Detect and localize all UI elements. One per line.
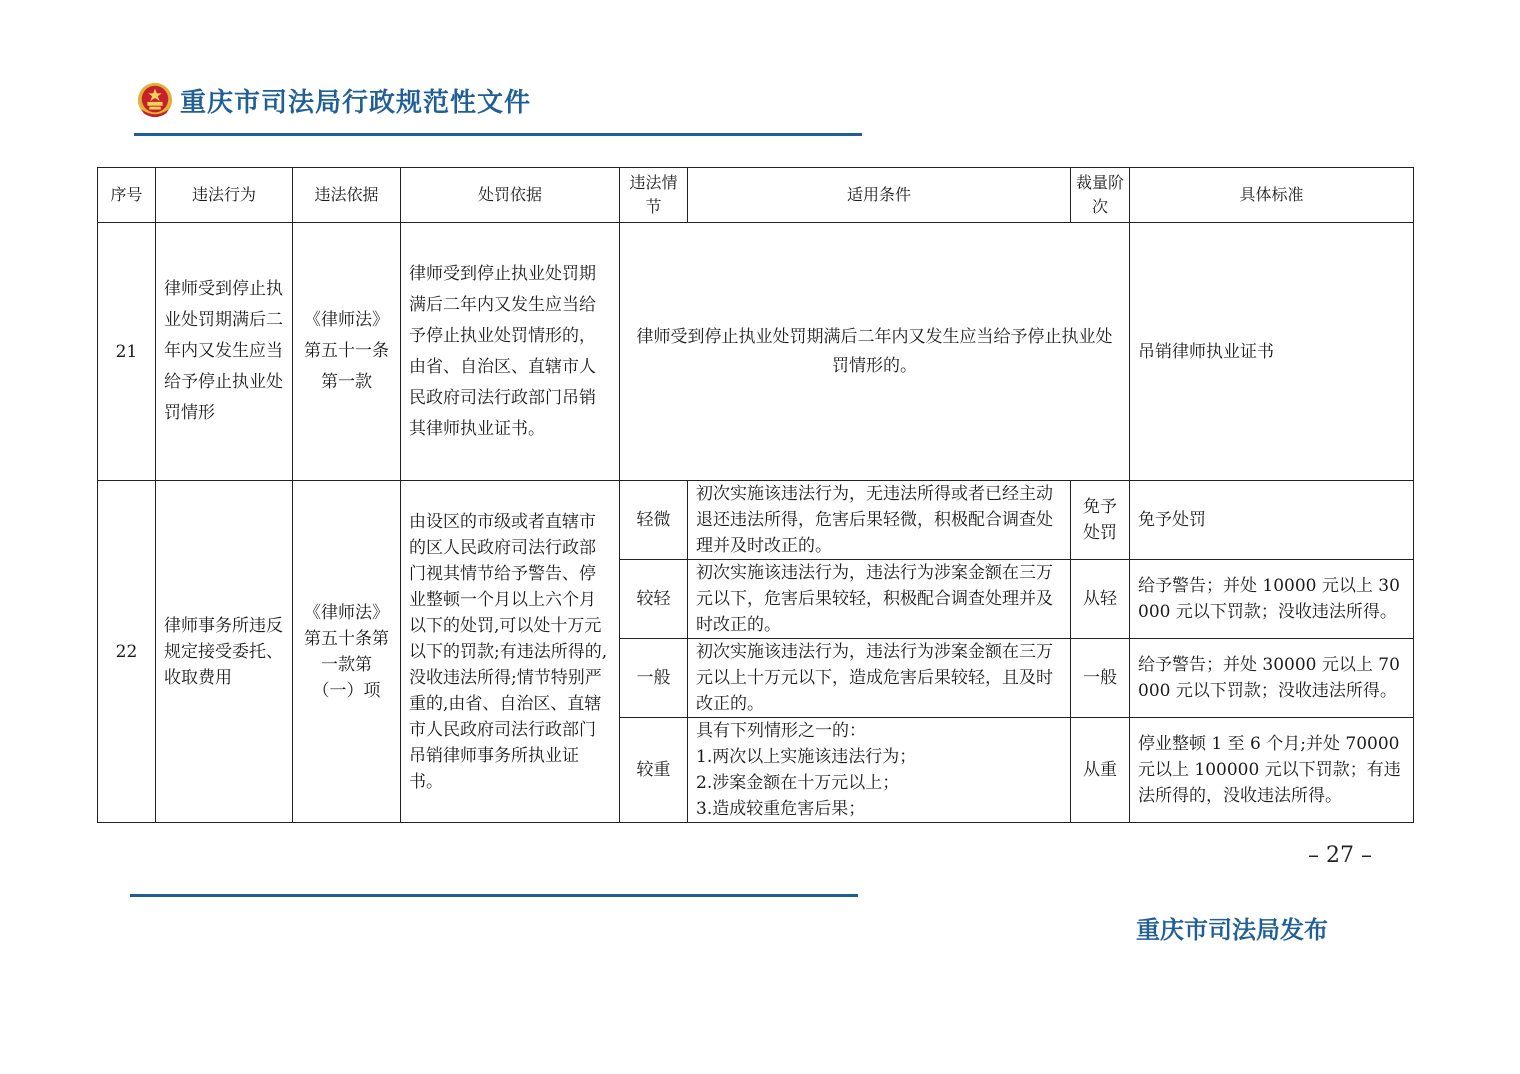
col-header-basis: 处罚依据 bbox=[401, 168, 620, 223]
col-header-no: 序号 bbox=[98, 168, 156, 223]
table-row bbox=[98, 481, 1414, 560]
table-row bbox=[98, 223, 1414, 481]
circumstance-level: 轻微 bbox=[620, 481, 688, 560]
penalty-basis: 律师受到停止执业处罚期满后二年内又发生应当给予停止执业处罚情形的，由省、自治区、直辖市人民政府司法行政部门吊销其律师执业证书。 bbox=[401, 223, 620, 481]
col-header-law: 违法依据 bbox=[293, 168, 401, 223]
discretion-tier: 从重 bbox=[1071, 718, 1130, 823]
national-emblem-icon bbox=[136, 81, 174, 119]
violation-law: 《律师法》第五十一条第一款 bbox=[293, 223, 401, 481]
table-header-row bbox=[98, 168, 1414, 223]
header-title: 重庆市司法局行政规范性文件 bbox=[180, 87, 532, 118]
specific-standard: 吊销律师执业证书 bbox=[1130, 223, 1414, 481]
col-header-circumstance: 违法情节 bbox=[620, 168, 688, 223]
circumstance-level: 较重 bbox=[620, 718, 688, 823]
specific-standard: 给予警告；并处 10000 元以上 30000 元以下罚款；没收违法所得。 bbox=[1130, 560, 1414, 639]
condition-line: 2.涉案金额在十万元以上； bbox=[696, 773, 900, 793]
applicable-condition: 初次实施该违法行为，无违法所得或者已经主动退还违法所得，危害后果轻微，积极配合调查处理并及时改正的。 bbox=[688, 481, 1071, 560]
publisher-label: 重庆市司法局发布 bbox=[1136, 916, 1328, 944]
discretion-tier: 免予处罚 bbox=[1071, 481, 1130, 560]
page-number: – 27 – bbox=[1308, 843, 1372, 868]
condition-line: 具有下列情形之一的： bbox=[696, 721, 866, 741]
row-number: 21 bbox=[98, 223, 156, 481]
condition-line: 1.两次以上实施该违法行为； bbox=[696, 747, 917, 767]
discretion-tier: 从轻 bbox=[1071, 560, 1130, 639]
penalty-basis: 由设区的市级或者直辖市的区人民政府司法行政部门视其情节给予警告、停业整顿一个月以上六个月以下的处罚,可以处十万元以下的罚款;有违法所得的,没收违法所得;情节特别严重的,由省、自治区、直辖市人民政府司法行政部门吊销律师事务所执业证书。 bbox=[401, 481, 620, 823]
applicable-condition: 律师受到停止执业处罚期满后二年内又发生应当给予停止执业处罚情形的。 bbox=[620, 223, 1130, 481]
circumstance-level: 一般 bbox=[620, 639, 688, 718]
header-rule bbox=[134, 133, 862, 136]
discretion-tier: 一般 bbox=[1071, 639, 1130, 718]
circumstance-level: 较轻 bbox=[620, 560, 688, 639]
col-header-tier: 裁量阶次 bbox=[1071, 168, 1130, 223]
specific-standard: 给予警告；并处 30000 元以上 70000 元以下罚款；没收违法所得。 bbox=[1130, 639, 1414, 718]
col-header-condition: 适用条件 bbox=[688, 168, 1071, 223]
applicable-condition: 初次实施该违法行为，违法行为涉案金额在三万元以上十万元以下，造成危害后果较轻，且及时改正的。 bbox=[688, 639, 1071, 718]
applicable-condition: 初次实施该违法行为，违法行为涉案金额在三万元以下，危害后果较轻，积极配合调查处理并及时改正的。 bbox=[688, 560, 1071, 639]
specific-standard: 免予处罚 bbox=[1130, 481, 1414, 560]
row-number: 22 bbox=[98, 481, 156, 823]
violation-law: 《律师法》第五十条第一款第（一）项 bbox=[293, 481, 401, 823]
col-header-standard: 具体标准 bbox=[1130, 168, 1414, 223]
footer-rule bbox=[130, 894, 858, 897]
condition-line: 3.造成较重危害后果； bbox=[696, 799, 866, 819]
applicable-condition bbox=[688, 718, 1071, 823]
specific-standard: 停业整顿 1 至 6 个月;并处 70000 元以上 100000 元以下罚款；有违法所得的，没收违法所得。 bbox=[1130, 718, 1414, 823]
violation-behavior: 律师受到停止执业处罚期满后二年内又发生应当给予停止执业处罚情形 bbox=[156, 223, 293, 481]
penalty-table bbox=[97, 167, 1414, 823]
document-header bbox=[136, 78, 531, 122]
violation-behavior: 律师事务所违反规定接受委托、收取费用 bbox=[156, 481, 293, 823]
col-header-behavior: 违法行为 bbox=[156, 168, 293, 223]
